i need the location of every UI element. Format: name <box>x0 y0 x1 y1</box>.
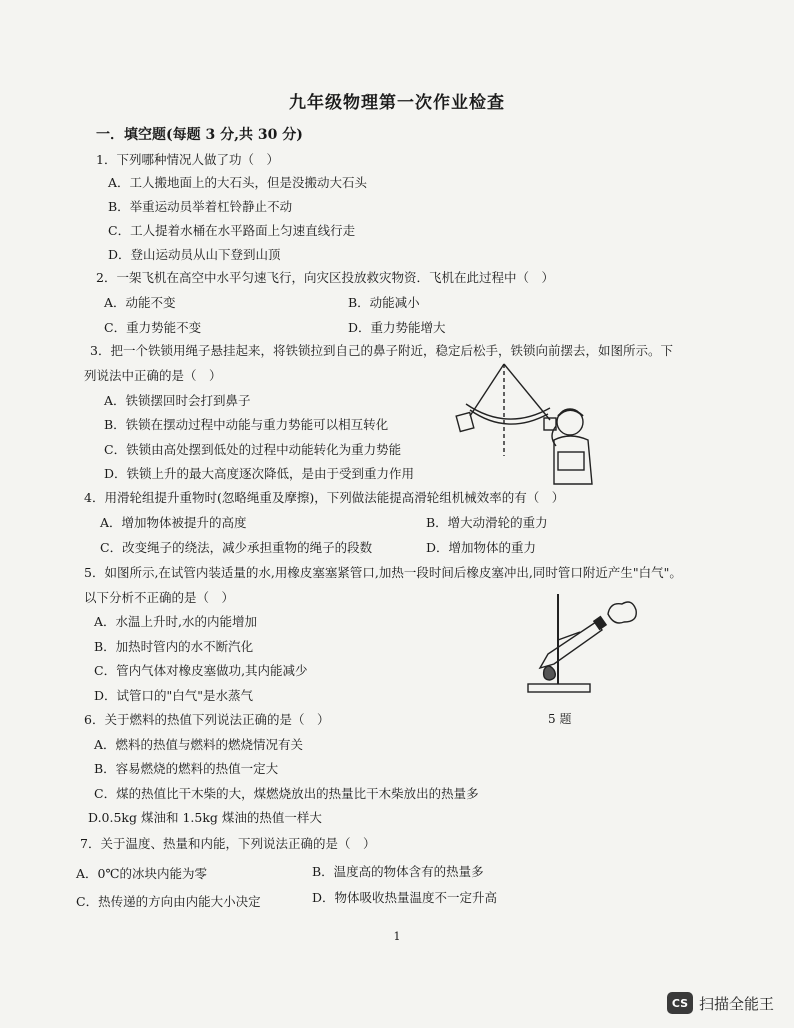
question-3-option-a: A．铁锁摆回时会打到鼻子 <box>104 393 251 408</box>
question-5-option-c: C．管内气体对橡皮塞做功,其内能减少 <box>94 663 308 678</box>
question-6-option-c: C．煤的热值比干木柴的大，煤燃烧放出的热量比干木柴放出的热量多 <box>94 786 479 801</box>
question-5-stem: 5．如图所示,在试管内装适量的水,用橡皮塞塞紧管口,加热一段时间后橡皮塞冲出,同时管口附近产生"白气"。 <box>84 565 682 580</box>
camscanner-logo-icon: CS <box>667 992 693 1014</box>
scanner-watermark <box>667 992 774 1014</box>
question-5-option-a: A．水温上升时,水的内能增加 <box>94 614 258 629</box>
question-2-option-c: C．重力势能不变 <box>104 320 202 335</box>
question-5-stem-continued: 以下分析不正确的是（ ） <box>84 590 235 605</box>
question-7-option-c: C．热传递的方向由内能大小决定 <box>76 894 261 909</box>
question-7-option-b: B．温度高的物体含有的热量多 <box>312 864 484 879</box>
question-6-stem: 6．关于燃料的热值下列说法正确的是（ ） <box>84 712 330 727</box>
question-1-option-a: A．工人搬地面上的大石头，但是没搬动大石头 <box>108 175 368 190</box>
question-3-option-b: B．铁锁在摆动过程中动能与重力势能可以相互转化 <box>104 417 389 432</box>
watermark-text: 扫描全能王 <box>698 994 774 1013</box>
test-tube-figure <box>524 592 640 694</box>
question-4-option-c: C．改变绳子的绕法，减少承担重物的绳子的段数 <box>100 540 373 555</box>
question-3-stem-continued: 列说法中正确的是（ ） <box>84 368 222 383</box>
question-6-option-d: D.0.5kg 煤油和 1.5kg 煤油的热值一样大 <box>88 810 322 825</box>
question-1-option-b: B．举重运动员举着杠铃静止不动 <box>108 199 293 214</box>
question-4-option-a: A．增加物体被提升的高度 <box>100 515 247 530</box>
question-2-option-a: A．动能不变 <box>104 295 176 310</box>
question-2-option-d: D．重力势能增大 <box>348 320 446 335</box>
question-1-option-c: C．工人提着水桶在水平路面上匀速直线行走 <box>108 223 356 238</box>
question-7-option-a: A．0℃的冰块内能为零 <box>76 866 207 881</box>
question-3-option-d: D．铁锁上升的最大高度逐次降低，是由于受到重力作用 <box>104 466 415 481</box>
question-4-option-b: B．增大动滑轮的重力 <box>426 515 548 530</box>
question-1-option-d: D．登山运动员从山下登到山顶 <box>108 247 281 262</box>
question-7-option-d: D．物体吸收热量温度不一定升高 <box>312 890 498 905</box>
page-number: 1 <box>393 930 401 943</box>
question-3-option-c: C．铁锁由高处摆到低处的过程中动能转化为重力势能 <box>104 442 402 457</box>
question-2-option-b: B．动能减小 <box>348 295 420 310</box>
question-4-option-d: D．增加物体的重力 <box>426 540 537 555</box>
question-3-stem: 3．把一个铁锁用绳子悬挂起来，将铁锁拉到自己的鼻子附近，稳定后松手，铁锁向前摆去，如图所示。下 <box>90 343 673 358</box>
question-5-option-b: B．加热时管内的水不断汽化 <box>94 639 254 654</box>
question-7-stem: 7．关于温度、热量和内能，下列说法正确的是（ ） <box>80 836 376 851</box>
question-4-stem: 4．用滑轮组提升重物时(忽略绳重及摩擦)，下列做法能提高滑轮组机械效率的有（ ） <box>84 490 565 505</box>
page-title: 九年级物理第一次作业检查 <box>289 93 505 113</box>
pendulum-figure <box>452 360 602 486</box>
question-6-option-a: A．燃料的热值与燃料的燃烧情况有关 <box>94 737 304 752</box>
figure-5-label: 5 题 <box>548 712 572 726</box>
question-2-stem: 2．一架飞机在高空中水平匀速飞行，向灾区投放救灾物资．飞机在此过程中（ ） <box>96 270 554 285</box>
question-5-option-d: D．试管口的"白气"是水蒸气 <box>94 688 254 703</box>
section-heading: 一．填空题(每题 3 分,共 30 分) <box>96 127 303 143</box>
question-1-stem: 1．下列哪种情况人做了功（ ） <box>96 152 279 167</box>
question-6-option-b: B．容易燃烧的燃料的热值一定大 <box>94 761 279 776</box>
